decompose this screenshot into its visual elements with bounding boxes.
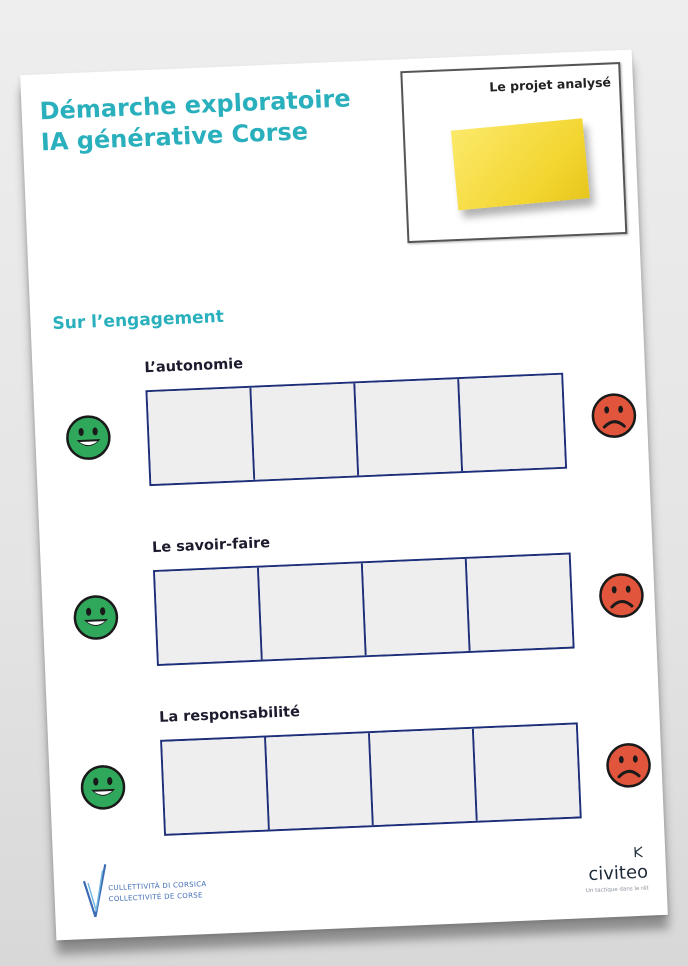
rating-cell-4[interactable] xyxy=(467,555,573,651)
rating-cell-3[interactable] xyxy=(363,559,471,655)
rating-scale xyxy=(153,553,575,666)
smiley-face-icon xyxy=(79,763,127,811)
title-line-2: IA générative Corse xyxy=(40,117,309,157)
frowny-face-icon xyxy=(590,392,638,440)
project-box-label: Le projet analysé xyxy=(489,74,612,95)
page-title xyxy=(39,83,352,158)
logo-text-french: COLLECTIVITÉ DE CORSE xyxy=(108,891,203,904)
section-title: Sur l’engagement xyxy=(52,306,225,335)
frowny-face-icon xyxy=(605,741,653,789)
civiteo-tagline: Un tactique dans le rêt xyxy=(585,885,649,895)
rating-cell-2[interactable] xyxy=(266,733,374,829)
rating-cell-2[interactable] xyxy=(259,563,367,659)
criterion-row-know-how xyxy=(40,519,657,675)
sticky-note[interactable] xyxy=(451,118,590,210)
civiteo-logo xyxy=(527,850,649,905)
civiteo-wordmark: civiteo xyxy=(587,861,649,886)
civiteo-mark-icon xyxy=(633,846,645,858)
rating-cell-1[interactable] xyxy=(148,388,256,484)
rating-cell-1[interactable] xyxy=(162,737,270,833)
rating-cell-4[interactable] xyxy=(474,724,580,820)
rating-cell-4[interactable] xyxy=(459,375,565,471)
rating-cell-2[interactable] xyxy=(251,383,359,479)
criterion-row-autonomy xyxy=(32,339,649,495)
checkmark-logo-icon xyxy=(81,862,109,921)
criterion-label: L’autonomie xyxy=(144,356,244,377)
criterion-row-responsibility xyxy=(47,689,664,845)
project-analyzed-box xyxy=(400,62,627,243)
rating-cell-1[interactable] xyxy=(155,568,263,664)
smiley-face-icon xyxy=(64,414,112,462)
criterion-label: Le savoir-faire xyxy=(151,535,271,557)
rating-scale xyxy=(145,373,567,486)
collectivite-de-corse-logo xyxy=(81,857,243,924)
worksheet-page xyxy=(20,50,668,941)
rating-cell-3[interactable] xyxy=(355,379,463,475)
logo-text-corsican: CULLETTIVITÀ DI CORSICA xyxy=(108,880,207,893)
rating-scale xyxy=(160,722,582,835)
rating-cell-3[interactable] xyxy=(370,729,478,825)
title-line-1: Démarche exploratoire xyxy=(39,84,352,126)
frowny-face-icon xyxy=(598,572,646,620)
criterion-label: La responsabilité xyxy=(158,704,301,726)
smiley-face-icon xyxy=(72,594,120,642)
